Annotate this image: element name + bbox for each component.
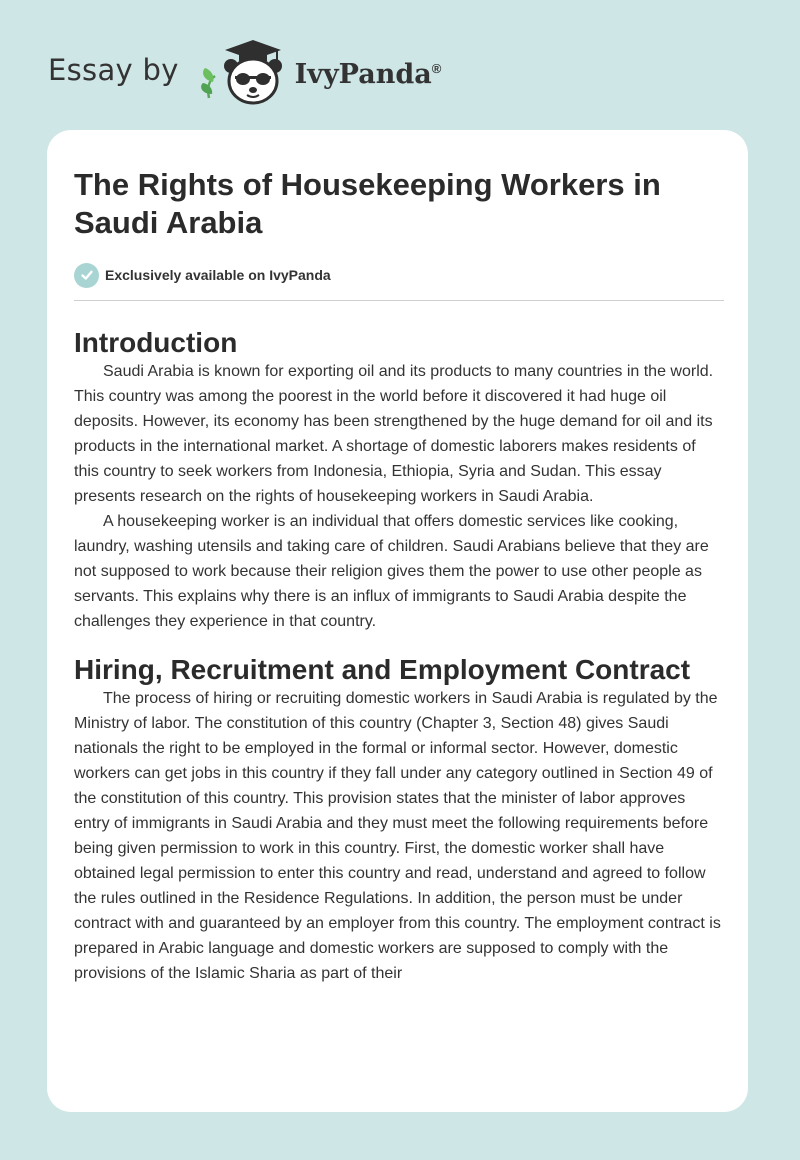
essay-card: [47, 130, 748, 1112]
divider: [74, 300, 724, 301]
section-heading-hiring: Hiring, Recruitment and Employment Contract: [74, 654, 691, 685]
essay-by-label: Essay by: [48, 53, 179, 87]
paragraph: A housekeeping worker is an individual that offers domestic services like cooking, laundry, washing utensils and taking care of children. Saudi Arabians believe that they are not supposed to work because their religion gives them the power to use other people as servants. This explains why there is an influx of immigrants to Saudi Arabia despite the challenges they experience in that country.: [74, 513, 709, 630]
registered-mark: ®: [431, 60, 442, 76]
paragraph: Saudi Arabia is known for exporting oil and its products to many countries in the world. This country was among the poorest in the world before it discovered it had huge oil deposits. However, its economy has been strengthened by the huge demand for oil and its products in the international market. A shortage of domestic laborers makes residents of this country to seek workers from Indonesia, Ethiopia, Syria and Sudan. This essay presents research on the rights of housekeeping workers in Saudi Arabia.: [74, 363, 714, 505]
paragraph: The process of hiring or recruiting domestic workers in Saudi Arabia is regulated by the Ministry of labor. The constitution of this country (Chapter 3, Section 48) gives Saudi nationals the right to be employed in the formal or informal sector. However, domestic workers can get jobs in this country if they fall under any category outlined in Section 49 of the constitution of this country. This provision states that the minister of labor approves entry of immigrants in Saudi Arabia and they must meet the following requirements before being given permission to work in this country. First, the domestic worker shall have obtained legal permission to enter this country and read, understand and agreed to follow the rules outlined in the Residence Regulations. In addition, the person must be under contract with and guaranteed by an employer from this country. The employment contract is prepared in Arabic language and domestic workers are supposed to comply with the provisions of the Islamic Sharia as part of their: [74, 690, 721, 982]
essay-title: The Rights of Housekeeping Workers in Saudi Arabia: [74, 167, 661, 240]
exclusive-badge: [74, 262, 724, 288]
essay-content: [74, 166, 724, 986]
exclusive-label: Exclusively available on IvyPanda: [105, 267, 331, 283]
section-heading-introduction: Introduction: [74, 327, 238, 358]
site-header: [48, 36, 441, 108]
check-icon: [74, 263, 99, 288]
brand-name[interactable]: IvyPanda®: [294, 58, 442, 90]
panda-logo-icon[interactable]: [195, 36, 287, 108]
